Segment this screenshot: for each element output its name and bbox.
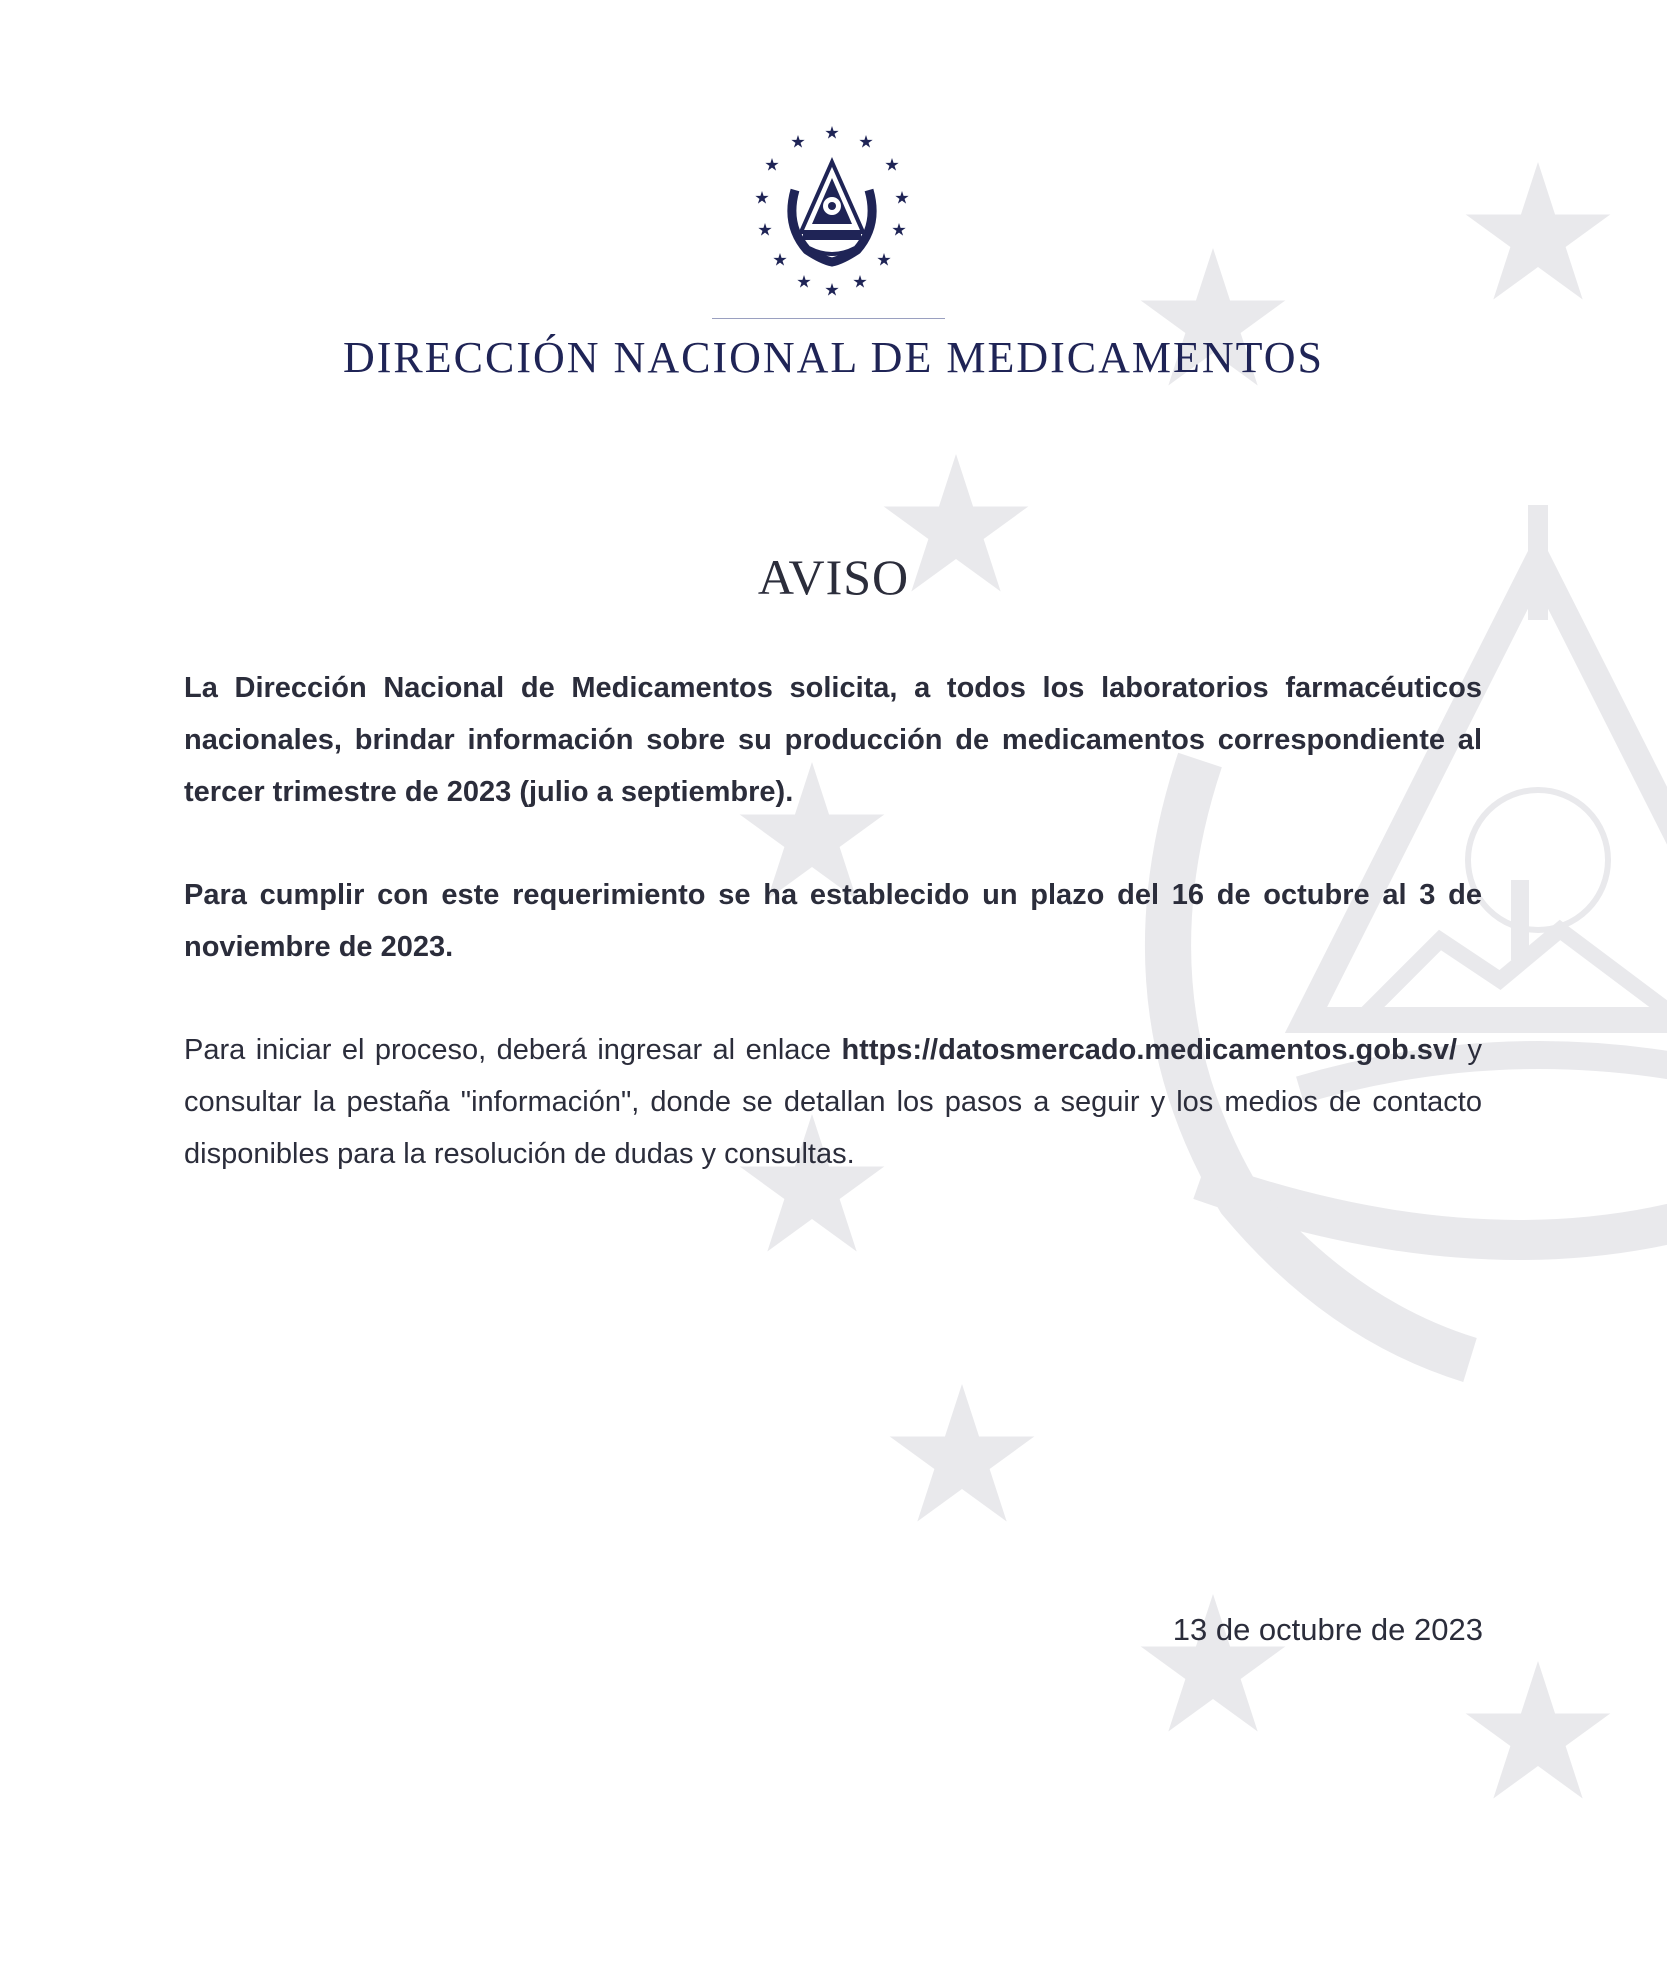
notice-paragraph-deadline: Para cumplir con este requerimiento se ha establecido un plazo del 16 de octubre al 3 de noviembre de 2023. [184,879,1482,963]
instructions-text-before: Para iniciar el proceso, deberá ingresar al enlace [184,1034,842,1066]
datosmercado-link[interactable]: https://datosmercado.medicamentos.gob.sv/ [841,1034,1458,1066]
instructions-text-after: y consultar la pestaña "información", donde se detallan los pasos a seguir y los medios de contacto disponibles para la resolución de dudas y consultas. [184,1034,1482,1170]
header-divider [712,318,945,319]
logo-shield [792,162,872,262]
star-icon [1466,1661,1611,1798]
coat-of-arms-logo [737,120,927,310]
notice-paragraph-request: La Dirección Nacional de Medicamentos solicita, a todos los laboratorios farmacéuticos nacionales, brindar información sobre su producción de medicamentos correspondiente al tercer trimestre de 2023 (julio a septiembre). [184,672,1482,808]
notice-title: AVISO [757,549,910,605]
notice-paragraph-instructions [184,1024,1482,1180]
notice-date: 13 de octubre de 2023 [1172,1612,1483,1647]
star-icon [1466,162,1611,299]
organization-title: DIRECCIÓN NACIONAL DE MEDICAMENTOS [343,333,1324,382]
star-icon [890,1384,1035,1521]
